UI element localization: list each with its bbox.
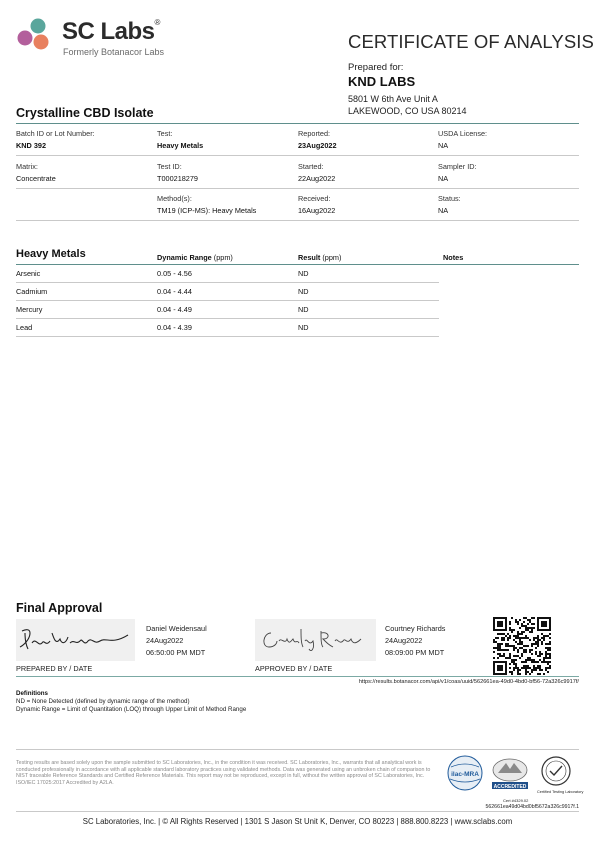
table-row-divider bbox=[16, 282, 439, 283]
final-approval-title: Final Approval bbox=[16, 601, 103, 615]
reported-label: Reported: bbox=[298, 129, 331, 138]
approval-divider bbox=[16, 676, 579, 677]
footer-divider bbox=[16, 811, 579, 812]
qr-code-icon[interactable] bbox=[493, 617, 551, 675]
brand-subtitle: Formerly Botanacor Labs bbox=[63, 47, 165, 57]
range-mercury: 0.04 - 4.49 bbox=[157, 305, 192, 314]
disclaimer-text: Testing results are based solely upon the sample submitted to SC Laboratories, Inc., in the condition it was received. SC Laboratories, Inc., warrants that all analytical work is conducted professionally in accordance with all applicable standard laboratory practices using validated methods. Data was generated using an unbroken chain of comparison to NIST traceable Reference Standards and Certified Reference Materials. This report may not be reproduced, except in full, without the written approval of SC Laboratories, Inc. ISO/IEC 17025:2017 Accredited by A2LA. bbox=[16, 760, 431, 786]
client-name: KND LABS bbox=[348, 74, 416, 89]
table-row-divider bbox=[16, 318, 439, 319]
analyte-cadmium: Cadmium bbox=[16, 287, 48, 296]
definitions-title: Definitions bbox=[16, 690, 48, 697]
definition-dynamic-range: Dynamic Range = Limit of Quantitation (LOQ) through Upper Limit of Method Range bbox=[16, 706, 247, 713]
result-cadmium: ND bbox=[298, 287, 309, 296]
approver-name: Courtney Richards bbox=[385, 624, 446, 633]
range-cadmium: 0.04 - 4.44 bbox=[157, 287, 192, 296]
info-divider-2 bbox=[16, 188, 579, 189]
result-mercury: ND bbox=[298, 305, 309, 314]
cert-number: Cert #4329.02 bbox=[503, 798, 529, 803]
product-name: Crystalline CBD Isolate bbox=[16, 106, 154, 120]
test-label: Test: bbox=[157, 129, 173, 138]
approver-date: 24Aug2022 bbox=[385, 636, 423, 645]
document-title: CERTIFICATE OF ANALYSIS bbox=[348, 31, 594, 52]
sc-labs-logo-icon bbox=[16, 18, 56, 54]
matrix-label: Matrix: bbox=[16, 162, 38, 171]
table-row-divider bbox=[16, 336, 439, 337]
analyte-lead: Lead bbox=[16, 323, 33, 332]
status-value: NA bbox=[438, 206, 449, 215]
sampler-label: Sampler ID: bbox=[438, 162, 477, 171]
matrix-value: Concentrate bbox=[16, 174, 56, 183]
started-label: Started: bbox=[298, 162, 324, 171]
usda-value: NA bbox=[438, 141, 449, 150]
result-header: Result (ppm) bbox=[298, 253, 342, 262]
usda-label: USDA License: bbox=[438, 129, 488, 138]
method-value: TM19 (ICP-MS): Heavy Metals bbox=[157, 206, 257, 215]
result-lead: ND bbox=[298, 323, 309, 332]
info-divider-1 bbox=[16, 155, 579, 156]
prepared-by-caption: PREPARED BY / DATE bbox=[16, 664, 93, 673]
started-value: 22Aug2022 bbox=[298, 174, 336, 183]
test-id-value: T000218279 bbox=[157, 174, 198, 183]
ilac-text: ilac-MRA bbox=[451, 771, 479, 778]
preparer-signature bbox=[16, 619, 135, 661]
received-label: Received: bbox=[298, 194, 331, 203]
approver-signature bbox=[255, 619, 376, 661]
method-label: Method(s): bbox=[157, 194, 192, 203]
header-divider bbox=[16, 123, 579, 124]
disclaimer-divider bbox=[16, 749, 579, 750]
definition-nd: ND = None Detected (defined by dynamic range of the method) bbox=[16, 698, 190, 705]
heavy-metals-title: Heavy Metals bbox=[16, 248, 86, 260]
accredited-text: ACCREDITED bbox=[493, 783, 527, 790]
batch-label: Batch ID or Lot Number: bbox=[16, 129, 95, 138]
approver-time: 08:09:00 PM MDT bbox=[385, 648, 445, 657]
test-id-label: Test ID: bbox=[157, 162, 182, 171]
batch-value: KND 392 bbox=[16, 141, 47, 150]
brand-name: SC Labs® bbox=[62, 18, 160, 45]
document-uuid: 562661ea49d04bd0bf5672a326c9917f.1 bbox=[485, 804, 579, 810]
sampler-value: NA bbox=[438, 174, 449, 183]
table-header-divider bbox=[16, 264, 579, 265]
result-arsenic: ND bbox=[298, 269, 309, 278]
range-lead: 0.04 - 4.39 bbox=[157, 323, 192, 332]
info-divider-3 bbox=[16, 220, 579, 221]
preparer-time: 06:50:00 PM MDT bbox=[146, 648, 206, 657]
approved-by-caption: APPROVED BY / DATE bbox=[255, 664, 333, 673]
certified-lab-caption: Certified Testing Laboratory bbox=[537, 790, 584, 794]
analyte-arsenic: Arsenic bbox=[16, 269, 41, 278]
range-arsenic: 0.05 - 4.56 bbox=[157, 269, 192, 278]
reported-value: 23Aug2022 bbox=[298, 141, 337, 150]
dynamic-range-header: Dynamic Range (ppm) bbox=[157, 253, 233, 262]
preparer-date: 24Aug2022 bbox=[146, 636, 184, 645]
prepared-for-label: Prepared for: bbox=[348, 62, 404, 73]
ilac-mra-logo-icon bbox=[445, 755, 485, 791]
analyte-mercury: Mercury bbox=[16, 305, 43, 314]
table-row-divider bbox=[16, 300, 439, 301]
preparer-name: Daniel Weidensaul bbox=[146, 624, 207, 633]
notes-header: Notes bbox=[443, 253, 464, 262]
status-label: Status: bbox=[438, 194, 461, 203]
client-address-line2: LAKEWOOD, CO USA 80214 bbox=[348, 106, 467, 116]
footer-text: SC Laboratories, Inc. | © All Rights Reserved | 1301 S Jason St Unit K, Denver, CO 80223 | 888.800.8223 | www.sclabs.com bbox=[82, 817, 513, 826]
test-value: Heavy Metals bbox=[157, 141, 204, 150]
certified-lab-seal-icon bbox=[536, 755, 576, 791]
verification-url[interactable]: https://results.botanacor.com/api/v1/coas/uuid/562661ea-49d0-4bd0-bf56-72a326c9917f/ bbox=[358, 679, 579, 685]
client-address-line1: 5801 W 6th Ave Unit A bbox=[348, 94, 438, 104]
a2la-accredited-logo-icon bbox=[488, 755, 532, 791]
received-value: 16Aug2022 bbox=[298, 206, 336, 215]
